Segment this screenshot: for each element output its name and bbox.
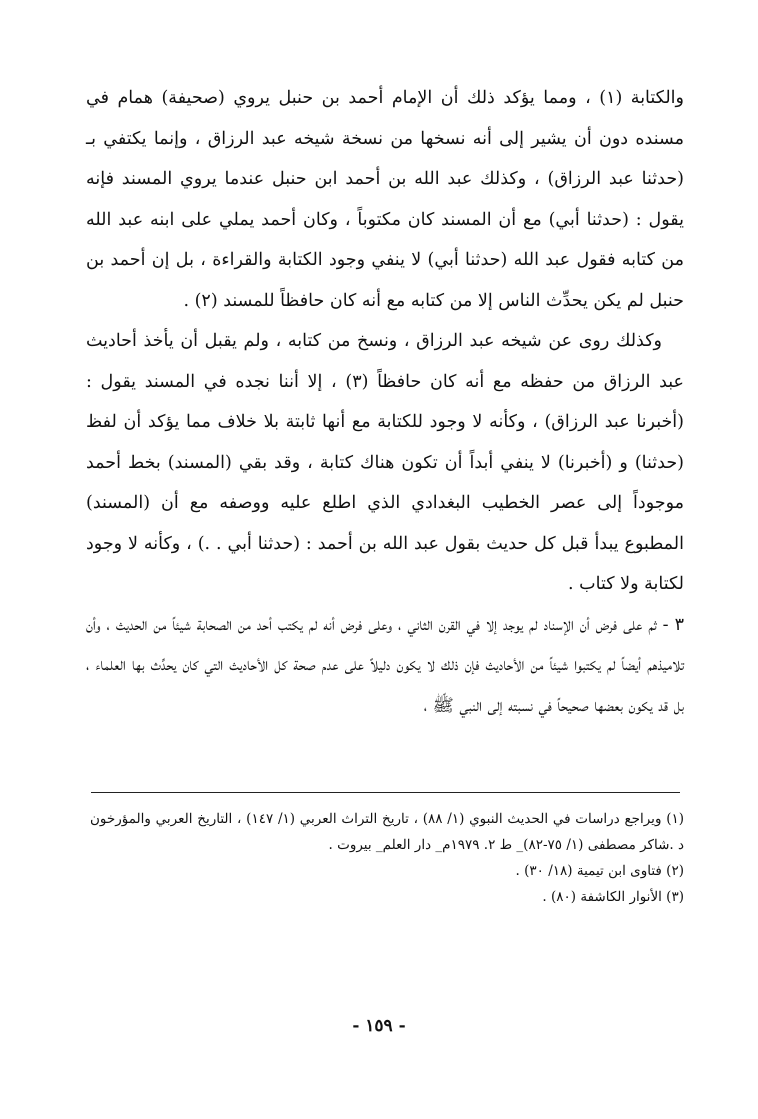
paragraph-1: والكتابة (١) ، ومما يؤكد ذلك أن الإمام أحمد بن حنبل يروي (صحيفة) همام في مسنده دون أن يشير إلى أنه نسخها من نسخة شيخه عبد الرزاق ، وإنما يكتفي بـ (حدثنا عبد الرزاق) ، وكذلك عبد الله بن أحمد ابن حنبل عندما يروي المسند فإنه يقول : (حدثنا أبي) مع أن المسند كان مكتوباً ، وكان أحمد يملي على ابنه عبد الله من كتابه فقول عبد الله (حدثنا أبي) لا ينفي وجود الكتابة والقراءة ، بل إن أحمد بن حنبل لم يكن يحدِّث الناس إلا من كتابه مع أنه كان حافظاً للمسند (٢) . [86, 88, 684, 311]
paragraph-2: وكذلك روى عن شيخه عبد الرزاق ، ونسخ من كتابه ، ولم يقبل أن يأخذ أحاديث عبد الرزاق من حفظه مع أنه كان حافظاً (٣) ، إلا أننا نجده في المسند يقول : (أخبرنا عبد الرزاق) ، وكأنه لا وجود للكتابة مع أنها ثابتة بلا خلاف مما يؤكد أن لفظ (حدثنا) و (أخبرنا) لا ينفي أبداً أن تكون هناك كتابة ، وقد بقي (المسند) بخط أحمد موجوداً إلى عصر الخطيب البغدادي الذي اطلع عليه ووصفه مع أن (المسند) المطبوع يبدأ قبل كل حديث بقول عبد الله بن أحمد : (حدثنا أبي . .) ، وكأنه لا وجود لكتابة ولا كتاب . [86, 331, 685, 594]
footnote-1: (١) ويراجع دراسات في الحديث النبوي (١/ ٨٨) ، تاريخ التراث العربي (١/ ١٤٧) ، التاريخ العربي والمؤرخون د .شاكر مصطفى (١/ ٧٥-٨٢)_ ط ٢. ١٩٧٩م_ دار العلم_ بيروت . [90, 811, 685, 853]
footnote-divider [91, 792, 680, 793]
footnote-3: (٣) الأنوار الكاشفة (٨٠) . [542, 889, 684, 905]
footnotes [90, 806, 684, 910]
page-number: - ١٥٩ - [352, 1016, 406, 1036]
footnote-2: (٢) فتاوى ابن تيمية (١٨/ ٣٠) . [515, 863, 684, 879]
main-text [86, 78, 684, 726]
paragraph-3: ٣ - ثم على فرض أن الإسناد لم يوجد إلا في القرن الثاني ، وعلى فرض أنه لم يكتب أحد من الصحابة شيئاً من الحديث ، وأن تلاميذهم أيضاً لم يكتبوا شيئاً من الأحاديث فإن ذلك لا يكون دليلاً على عدم صحة كل الأحاديث التي كان يحدِّث بها العلماء ، بل قد يكون بعضها صحيحاً في نسبته إلى النبي ﷺ ، [86, 614, 684, 716]
